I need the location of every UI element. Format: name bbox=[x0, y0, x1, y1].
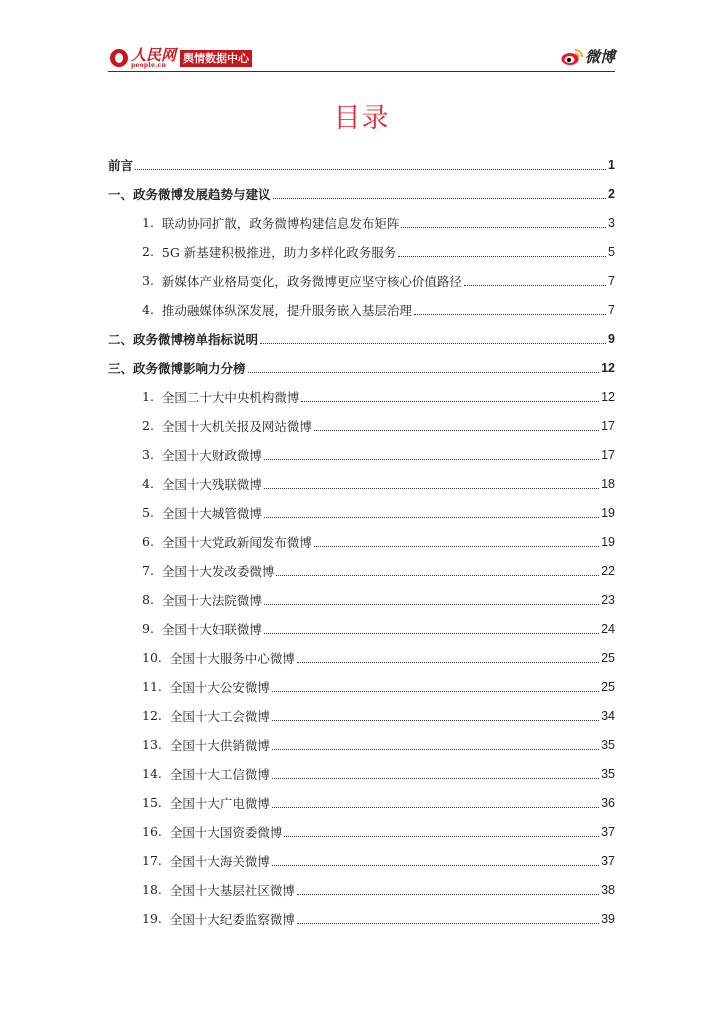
toc-leader-dots bbox=[464, 284, 606, 286]
toc-entry-number: 3. bbox=[142, 447, 162, 462]
toc-entry-number: 1. bbox=[142, 215, 162, 230]
toc-entry-label: 全国十大公安微博 bbox=[169, 679, 270, 695]
toc-leader-dots bbox=[264, 487, 599, 489]
toc-entry[interactable] bbox=[108, 556, 615, 585]
toc-entry-number: 17. bbox=[142, 853, 170, 868]
toc-entry-label: 全国十大发改委微博 bbox=[161, 563, 275, 579]
toc-entry-label: 全国十大供销微博 bbox=[169, 737, 270, 753]
toc-entry-label: 一、政务微博发展趋势与建议 bbox=[108, 186, 271, 202]
toc-entry-page: 19 bbox=[601, 505, 615, 520]
toc-entry-page: 12 bbox=[601, 360, 615, 375]
toc-entry-page: 25 bbox=[601, 679, 615, 694]
toc-entry[interactable] bbox=[108, 440, 615, 469]
toc-entry[interactable] bbox=[108, 498, 615, 527]
toc-entry-page: 17 bbox=[601, 447, 615, 462]
toc-entry[interactable] bbox=[108, 875, 615, 904]
toc-entry-label: 全国十大基层社区微博 bbox=[169, 882, 295, 898]
toc-entry-number: 19. bbox=[142, 911, 170, 926]
toc-entry-label: 全国十大财政微博 bbox=[161, 447, 262, 463]
toc-entry-label: 全国十大服务中心微博 bbox=[169, 650, 295, 666]
toc-entry-page: 38 bbox=[601, 882, 615, 897]
toc-entry-page: 35 bbox=[601, 737, 615, 752]
toc-entry[interactable] bbox=[108, 295, 615, 324]
toc-entry-number: 15. bbox=[142, 795, 170, 810]
toc-entry-page: 23 bbox=[601, 592, 615, 607]
people-daily-name bbox=[131, 45, 177, 69]
toc-entry-label: 全国十大妇联微博 bbox=[161, 621, 262, 637]
toc-entry-number: 16. bbox=[142, 824, 170, 839]
toc-entry-number: 4. bbox=[142, 476, 162, 491]
toc-entry-number: 4. bbox=[142, 302, 162, 317]
toc-entry[interactable] bbox=[108, 788, 615, 817]
toc-leader-dots bbox=[297, 661, 599, 663]
toc-entry-page: 9 bbox=[608, 331, 615, 346]
toc-entry-number: 9. bbox=[142, 621, 162, 636]
toc-entry-label: 前言 bbox=[108, 157, 134, 173]
toc-leader-dots bbox=[314, 429, 599, 431]
toc-entry-label: 全国十大广电微博 bbox=[169, 795, 270, 811]
toc-entry-label: 二、政务微博榜单指标说明 bbox=[108, 331, 259, 347]
toc-entry-label: 全国十大党政新闻发布微博 bbox=[161, 534, 312, 550]
toc-entry-label: 全国十大机关报及网站微博 bbox=[161, 418, 312, 434]
toc-entry-number: 6. bbox=[142, 534, 162, 549]
toc-leader-dots bbox=[264, 603, 599, 605]
toc-leader-dots bbox=[272, 719, 599, 721]
toc-entry[interactable] bbox=[108, 208, 615, 237]
toc-entry-label: 全国二十大中央机构微博 bbox=[161, 389, 300, 405]
toc-entry-number: 14. bbox=[142, 766, 170, 781]
toc-entry-number: 7. bbox=[142, 563, 162, 578]
toc-leader-dots bbox=[272, 690, 599, 692]
toc-entry-number: 18. bbox=[142, 882, 170, 897]
weibo-eye-icon bbox=[561, 48, 583, 66]
toc-leader-dots bbox=[276, 574, 599, 576]
toc-entry[interactable] bbox=[108, 672, 615, 701]
toc-entry-page: 3 bbox=[608, 215, 615, 230]
toc-entry-label: 全国十大残联微博 bbox=[161, 476, 262, 492]
toc-leader-dots bbox=[272, 864, 599, 866]
toc-entry-page: 34 bbox=[601, 708, 615, 723]
toc-leader-dots bbox=[264, 458, 599, 460]
toc-entry-page: 17 bbox=[601, 418, 615, 433]
page-header bbox=[108, 44, 615, 70]
toc-leader-dots bbox=[272, 806, 599, 808]
people-daily-logo-icon bbox=[110, 49, 128, 67]
toc-entry-page: 37 bbox=[601, 824, 615, 839]
toc-entry-label: 新媒体产业格局变化，政务微博更应坚守核心价值路径 bbox=[161, 273, 462, 289]
toc-entry[interactable] bbox=[108, 382, 615, 411]
toc-entry[interactable] bbox=[108, 150, 615, 179]
toc-entry[interactable] bbox=[108, 585, 615, 614]
toc-leader-dots bbox=[297, 922, 599, 924]
weibo-brand-text: 微博 bbox=[584, 48, 615, 66]
people-daily-brand bbox=[110, 45, 252, 69]
page-title: 目录 bbox=[333, 103, 390, 134]
toc-entry-number: 13. bbox=[142, 737, 170, 752]
toc-entry-label: 全国十大海关微博 bbox=[169, 853, 270, 869]
toc-entry-label: 推动融媒体纵深发展，提升服务嵌入基层治理 bbox=[161, 302, 412, 318]
toc-leader-dots bbox=[301, 400, 599, 402]
toc-entry-number: 2. bbox=[142, 418, 162, 433]
people-daily-name-text: 人民网 bbox=[131, 45, 177, 64]
toc-entry-label: 全国十大工会微博 bbox=[169, 708, 270, 724]
toc-entry[interactable] bbox=[108, 266, 615, 295]
weibo-brand bbox=[561, 46, 615, 67]
toc-entry[interactable] bbox=[108, 411, 615, 440]
toc-leader-dots bbox=[398, 255, 606, 257]
toc-leader-dots bbox=[401, 226, 606, 228]
toc-entry-label: 联动协同扩散，政务微博构建信息发布矩阵 bbox=[161, 215, 400, 231]
toc-entry-page: 12 bbox=[601, 389, 615, 404]
toc-entry-number: 1. bbox=[142, 389, 162, 404]
toc-entry[interactable] bbox=[108, 324, 615, 353]
toc-entry-label: 全国十大城管微博 bbox=[161, 505, 262, 521]
toc-entry-page: 19 bbox=[601, 534, 615, 549]
toc-leader-dots bbox=[264, 632, 599, 634]
toc-entry-page: 5 bbox=[608, 244, 615, 259]
toc-entry-label: 全国十大国资委微博 bbox=[169, 824, 283, 840]
toc-entry-page: 7 bbox=[608, 273, 615, 288]
toc-entry-page: 18 bbox=[601, 476, 615, 491]
toc-entry-number: 11. bbox=[142, 679, 170, 694]
toc-entry-number: 8. bbox=[142, 592, 162, 607]
toc-leader-dots bbox=[248, 371, 600, 373]
toc-entry-page: 22 bbox=[601, 563, 615, 578]
toc-entry-number: 3. bbox=[142, 273, 162, 288]
toc-entry[interactable] bbox=[108, 237, 615, 266]
toc-entry[interactable] bbox=[108, 846, 615, 875]
toc-entry-number: 2. bbox=[142, 244, 162, 259]
toc-entry[interactable] bbox=[108, 701, 615, 730]
toc-entry[interactable] bbox=[108, 179, 615, 208]
toc-entry[interactable] bbox=[108, 527, 615, 556]
toc-entry[interactable] bbox=[108, 614, 615, 643]
opinion-data-center-badge: 舆情数据中心 bbox=[180, 50, 252, 67]
toc-leader-dots bbox=[273, 197, 607, 199]
toc-entry-label: 5G 新基建积极推进，助力多样化政务服务 bbox=[161, 244, 397, 260]
toc-entry-page: 25 bbox=[601, 650, 615, 665]
toc-entry-label: 全国十大法院微博 bbox=[161, 592, 262, 608]
toc-entry[interactable] bbox=[108, 469, 615, 498]
toc-entry[interactable] bbox=[108, 730, 615, 759]
toc-entry[interactable] bbox=[108, 817, 615, 846]
toc-leader-dots bbox=[297, 893, 599, 895]
toc-entry-page: 1 bbox=[608, 157, 615, 172]
toc-entry-number: 10. bbox=[142, 650, 170, 665]
table-of-contents bbox=[108, 150, 615, 933]
header-divider bbox=[108, 71, 615, 72]
toc-leader-dots bbox=[272, 777, 599, 779]
toc-entry[interactable] bbox=[108, 353, 615, 382]
toc-entry-page: 7 bbox=[608, 302, 615, 317]
toc-leader-dots bbox=[135, 168, 606, 170]
toc-entry-page: 39 bbox=[601, 911, 615, 926]
toc-leader-dots bbox=[284, 835, 599, 837]
toc-leader-dots bbox=[272, 748, 599, 750]
toc-leader-dots bbox=[314, 545, 599, 547]
toc-entry-label: 全国十大工信微博 bbox=[169, 766, 270, 782]
toc-entry-page: 36 bbox=[601, 795, 615, 810]
toc-entry-label: 全国十大纪委监察微博 bbox=[169, 911, 295, 927]
toc-entry-label: 三、政务微博影响力分榜 bbox=[108, 360, 246, 376]
toc-entry-page: 37 bbox=[601, 853, 615, 868]
toc-entry-page: 35 bbox=[601, 766, 615, 781]
toc-leader-dots bbox=[264, 516, 599, 518]
toc-entry-number: 12. bbox=[142, 708, 170, 723]
toc-entry[interactable] bbox=[108, 904, 615, 933]
toc-entry[interactable] bbox=[108, 759, 615, 788]
toc-entry-number: 5. bbox=[142, 505, 162, 520]
toc-entry[interactable] bbox=[108, 643, 615, 672]
toc-leader-dots bbox=[260, 342, 606, 344]
toc-entry-page: 24 bbox=[601, 621, 615, 636]
toc-leader-dots bbox=[414, 313, 606, 315]
people-daily-domain: people.cn bbox=[131, 61, 167, 69]
toc-entry-page: 2 bbox=[608, 186, 615, 201]
